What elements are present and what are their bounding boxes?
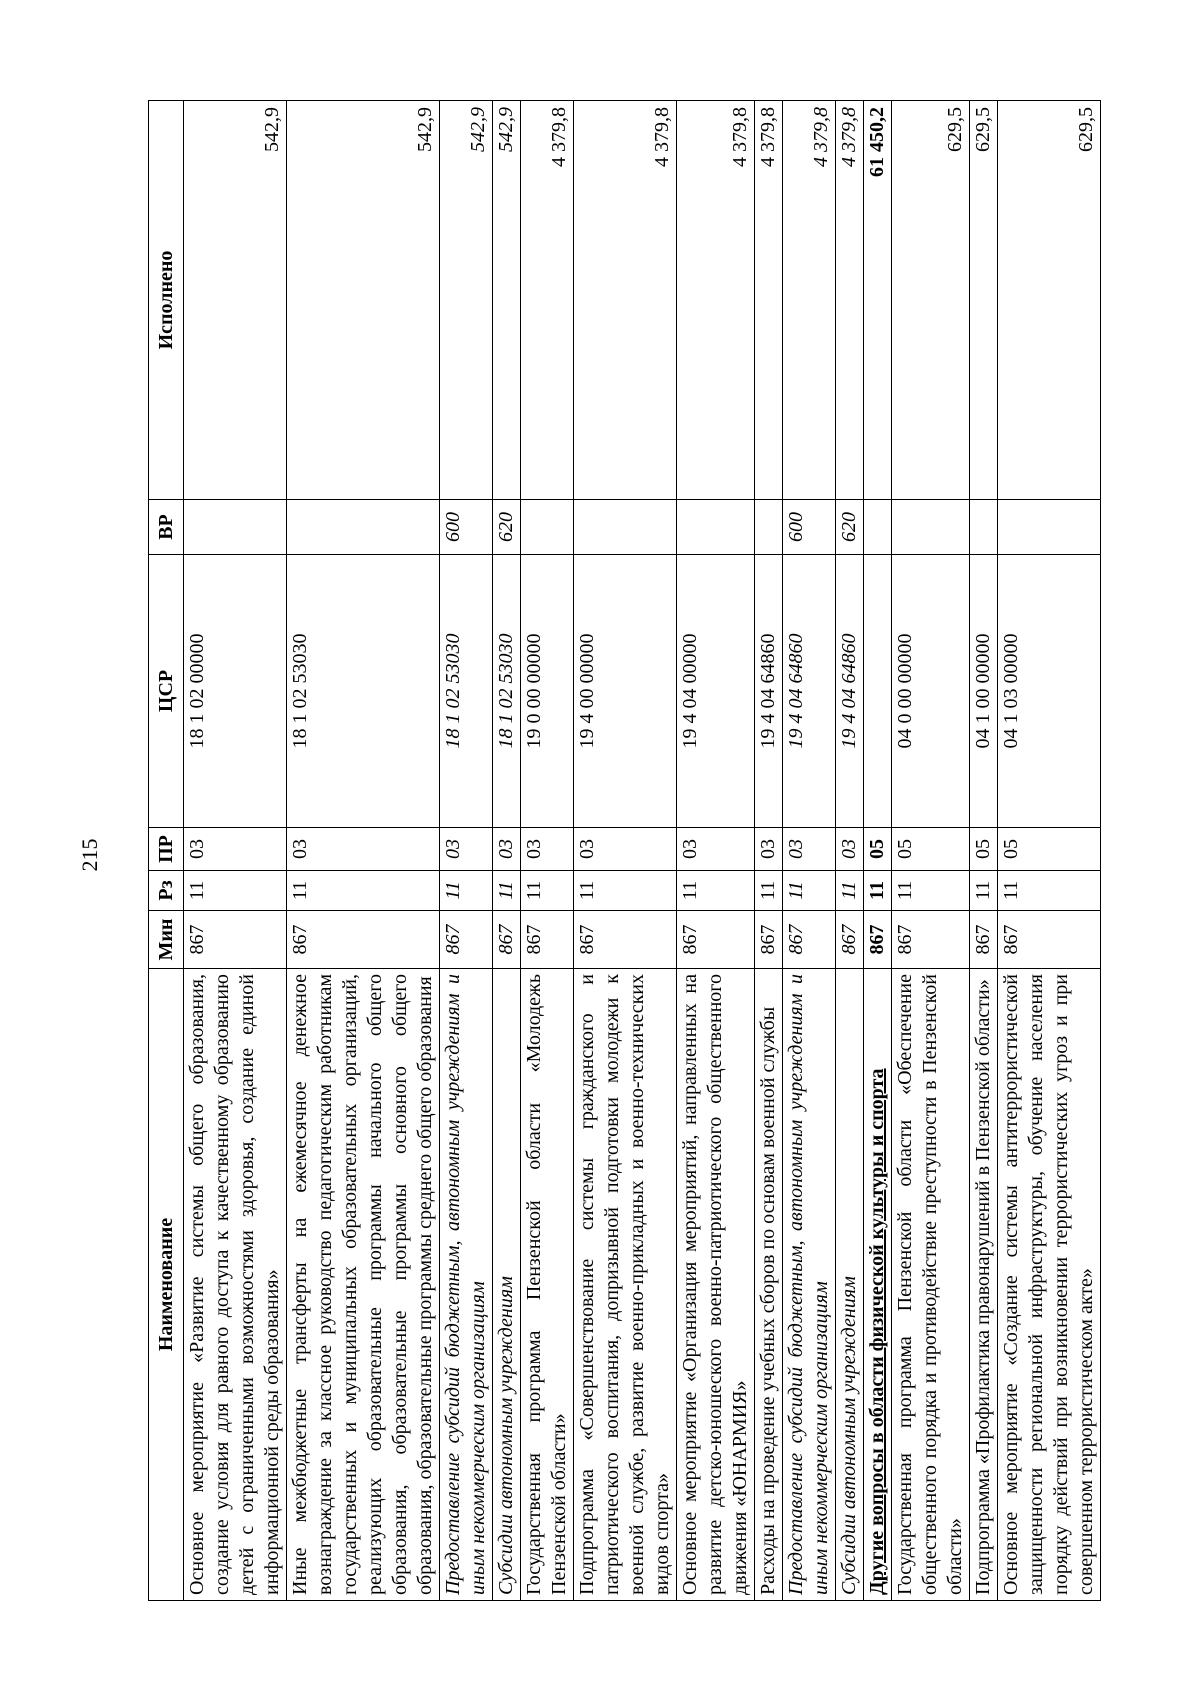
- cell-min: 867: [287, 911, 440, 969]
- cell-rz: 11: [184, 871, 287, 911]
- cell-csr: 18 1 02 53030: [493, 555, 521, 828]
- cell-min: 867: [755, 911, 783, 969]
- cell-rz: 11: [287, 871, 440, 911]
- cell-done: 4 379,8: [836, 101, 864, 500]
- cell-pr: 03: [677, 828, 755, 871]
- table-row: [287, 101, 440, 1601]
- budget-table-container: [148, 101, 1097, 1601]
- cell-name: Субсидии автономным учреждениям: [836, 969, 864, 1601]
- cell-csr: 04 1 00 00000: [970, 555, 998, 828]
- cell-pr: 05: [864, 828, 892, 871]
- header-vr: ВР: [149, 500, 184, 555]
- cell-rz: 11: [864, 871, 892, 911]
- cell-done: 4 379,8: [755, 101, 783, 500]
- cell-csr: 19 4 04 64860: [783, 555, 836, 828]
- header-pr: ПР: [149, 828, 184, 871]
- cell-done: 4 379,8: [521, 101, 574, 500]
- cell-csr: 19 4 04 00000: [677, 555, 755, 828]
- page-number: 215: [77, 838, 102, 872]
- cell-rz: 11: [836, 871, 864, 911]
- cell-vr: [521, 500, 574, 555]
- cell-min: 867: [440, 911, 493, 969]
- header-name: Наименование: [149, 969, 184, 1601]
- cell-done: 4 379,8: [574, 101, 677, 500]
- cell-name: Подпрограмма «Совершенствование системы гражданского и патриотического воспитания, допризывной подготовки молодежи к военной службе, развитие военно-прикладных и военно-технических видов спорта»: [574, 969, 677, 1601]
- table-row: [521, 101, 574, 1601]
- cell-rz: 11: [998, 871, 1101, 911]
- cell-vr: [574, 500, 677, 555]
- cell-done: 629,5: [970, 101, 998, 500]
- cell-min: 867: [574, 911, 677, 969]
- header-min: Мин: [149, 911, 184, 969]
- cell-pr: 03: [440, 828, 493, 871]
- cell-rz: 11: [892, 871, 970, 911]
- cell-done: 4 379,8: [677, 101, 755, 500]
- cell-csr: 19 4 00 00000: [574, 555, 677, 828]
- table-header-row: [149, 101, 184, 1601]
- cell-vr: [970, 500, 998, 555]
- table-row: [970, 101, 998, 1601]
- table-row: [440, 101, 493, 1601]
- cell-pr: 05: [998, 828, 1101, 871]
- cell-name: Подпрограмма «Профилактика правонарушений в Пензенской области»: [970, 969, 998, 1601]
- cell-pr: 03: [287, 828, 440, 871]
- cell-pr: 05: [892, 828, 970, 871]
- cell-done: 629,5: [998, 101, 1101, 500]
- cell-vr: 600: [783, 500, 836, 555]
- header-csr: ЦСР: [149, 555, 184, 828]
- cell-name: Предоставление субсидий бюджетным, автономным учреждениям и иным некоммерческим организациям: [783, 969, 836, 1601]
- cell-vr: 620: [836, 500, 864, 555]
- cell-done: 629,5: [892, 101, 970, 500]
- cell-done: 542,9: [493, 101, 521, 500]
- cell-vr: [755, 500, 783, 555]
- cell-min: 867: [892, 911, 970, 969]
- cell-min: 867: [677, 911, 755, 969]
- cell-csr: 19 0 00 00000: [521, 555, 574, 828]
- cell-pr: 03: [783, 828, 836, 871]
- cell-rz: 11: [970, 871, 998, 911]
- cell-name: Расходы на проведение учебных сборов по основам военной службы: [755, 969, 783, 1601]
- cell-vr: 620: [493, 500, 521, 555]
- cell-done: 61 450,2: [864, 101, 892, 500]
- cell-name: Основное мероприятие «Организация мероприятий, направленных на развитие детско-юношеского военно-патриотического общественного движения «ЮНАРМИЯ»: [677, 969, 755, 1601]
- cell-csr: 18 1 02 53030: [287, 555, 440, 828]
- budget-table: [148, 100, 1101, 1601]
- cell-rz: 11: [440, 871, 493, 911]
- cell-vr: [998, 500, 1101, 555]
- cell-csr: 04 0 00 00000: [892, 555, 970, 828]
- table-row: [755, 101, 783, 1601]
- table-row: [493, 101, 521, 1601]
- cell-pr: 03: [755, 828, 783, 871]
- cell-min: 867: [970, 911, 998, 969]
- cell-min: 867: [864, 911, 892, 969]
- cell-rz: 11: [521, 871, 574, 911]
- cell-min: 867: [998, 911, 1101, 969]
- cell-csr: 18 1 02 00000: [184, 555, 287, 828]
- cell-name: Основное мероприятие «Создание системы антитеррористической защищенности региональной инфраструктуры, обучение населения порядку действий при возникновении террористических угроз и при совершенном террористическом акте»: [998, 969, 1101, 1601]
- cell-min: 867: [521, 911, 574, 969]
- cell-pr: 03: [521, 828, 574, 871]
- cell-rz: 11: [783, 871, 836, 911]
- cell-done: 542,9: [287, 101, 440, 500]
- cell-min: 867: [783, 911, 836, 969]
- cell-csr: 19 4 04 64860: [755, 555, 783, 828]
- cell-name: Государственная программа Пензенской области «Молодежь Пензенской области»: [521, 969, 574, 1601]
- cell-done: 542,9: [184, 101, 287, 500]
- cell-vr: [892, 500, 970, 555]
- cell-name: Предоставление субсидий бюджетным, автономным учреждениям и иным некоммерческим организациям: [440, 969, 493, 1601]
- cell-vr: [184, 500, 287, 555]
- cell-csr: 18 1 02 53030: [440, 555, 493, 828]
- cell-pr: 05: [970, 828, 998, 871]
- cell-csr: [864, 555, 892, 828]
- cell-rz: 11: [755, 871, 783, 911]
- table-row: [864, 101, 892, 1601]
- table-row: [836, 101, 864, 1601]
- cell-vr: [677, 500, 755, 555]
- cell-vr: [287, 500, 440, 555]
- cell-rz: 11: [574, 871, 677, 911]
- cell-pr: 03: [574, 828, 677, 871]
- header-done: Исполнено: [149, 101, 184, 500]
- cell-rz: 11: [677, 871, 755, 911]
- cell-name: Основное мероприятие «Развитие системы общего образования, создание условия для равного доступа к качественному образованию детей с ограниченными возможностями здоровья, создание единой информационной среды образования»: [184, 969, 287, 1601]
- cell-csr: 04 1 03 00000: [998, 555, 1101, 828]
- cell-name: Государственная программа Пензенской области «Обеспечение общественного порядка и противодействие преступности в Пензенской области»: [892, 969, 970, 1601]
- table-row: [574, 101, 677, 1601]
- table-row: [783, 101, 836, 1601]
- cell-min: 867: [184, 911, 287, 969]
- cell-name: Иные межбюджетные трансферты на ежемесячное денежное вознаграждение за классное руководство педагогическим работникам государственных и муниципальных образовательных организаций, реализующих образовательные программы начального общего образования, образовательные программы основного общего образования, образовательные программы среднего общего образования: [287, 969, 440, 1601]
- table-row: [892, 101, 970, 1601]
- table-row: [184, 101, 287, 1601]
- table-row: [998, 101, 1101, 1601]
- cell-min: 867: [493, 911, 521, 969]
- cell-min: 867: [836, 911, 864, 969]
- cell-vr: [864, 500, 892, 555]
- cell-done: 542,9: [440, 101, 493, 500]
- cell-pr: 03: [836, 828, 864, 871]
- cell-name: Субсидии автономным учреждениям: [493, 969, 521, 1601]
- cell-pr: 03: [493, 828, 521, 871]
- header-rz: Рз: [149, 871, 184, 911]
- cell-rz: 11: [493, 871, 521, 911]
- cell-vr: 600: [440, 500, 493, 555]
- cell-csr: 19 4 04 64860: [836, 555, 864, 828]
- cell-pr: 03: [184, 828, 287, 871]
- table-row: [677, 101, 755, 1601]
- cell-name: Другие вопросы в области физической культуры и спорта: [864, 969, 892, 1601]
- cell-done: 4 379,8: [783, 101, 836, 500]
